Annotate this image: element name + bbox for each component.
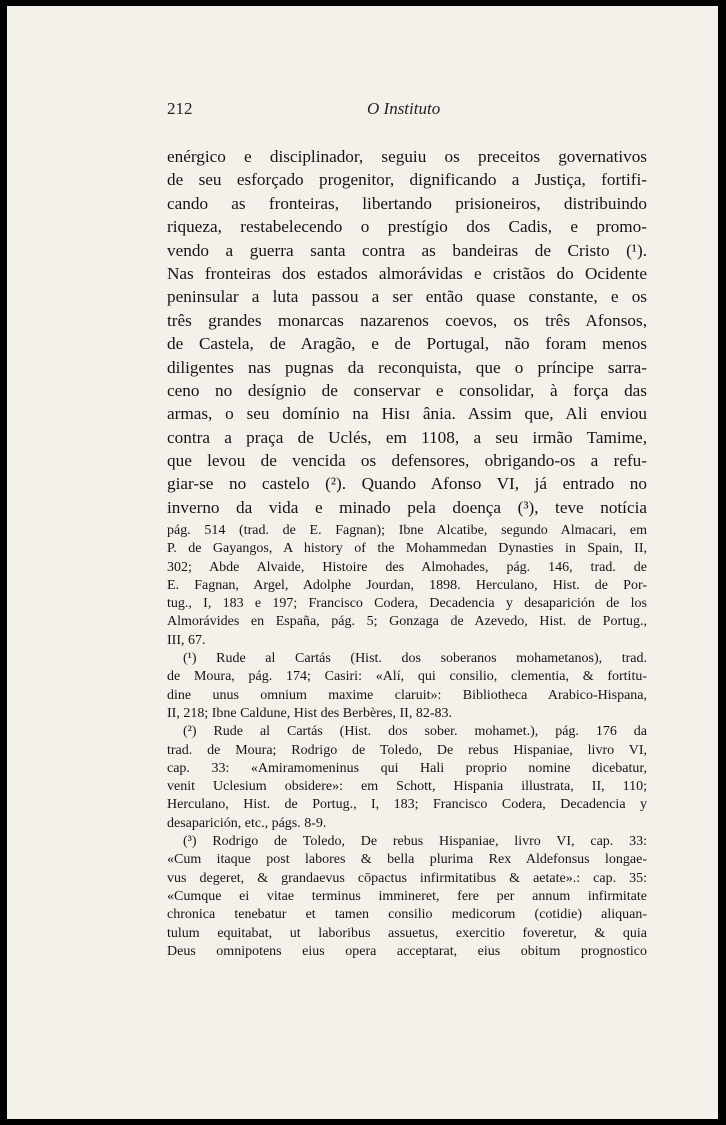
body-line: enérgico e disciplinador, seguiu os preceitos governativos [167, 147, 647, 166]
body-line: de seu esforçado progenitor, dignificando a Justiça, fortifi- [167, 170, 647, 190]
body-text [167, 145, 647, 519]
body-line: inverno da vida e minado pela doença (³), teve notícia [167, 497, 647, 517]
body-line: que levou de vencida os defensores, obrigando-os a refu- [167, 451, 647, 471]
footnote-1-start: (¹) Rude al Cartás (Hist. dos soberanos mohametanos), trad. [183, 651, 647, 667]
footnote-line: E. Fagnan, Argel, Adolphe Jourdan, 1898. Herculano, Hist. de Por- [167, 577, 647, 593]
footnote-line: chronica tenebatur et tamen consilio medicorum (cotidie) aliquan- [167, 907, 647, 923]
footnote-line: 302; Abde Alvaide, Histoire des Almohades, pág. 146, trad. de [167, 559, 647, 575]
footnote-3-start: (³) Rodrigo de Toledo, De rebus Hispaniae, livro VI, cap. 33: [183, 834, 647, 850]
body-line: contra a praça de Uclés, em 1108, a seu irmão Tamime, [167, 427, 647, 447]
footnote-line: desaparición, etc., págs. 8-9. [167, 815, 327, 831]
footnote-line: tug., I, 183 e 197; Francisco Codera, Decadencia y desaparición de los [167, 596, 647, 612]
body-line: armas, o seu domínio na Hisɪ ânia. Assim que, Ali enviou [167, 404, 647, 424]
footnotes [167, 522, 647, 961]
footnote-line: pág. 514 (trad. de E. Fagnan); Ibne Alcatibe, segundo Almacari, em [167, 523, 647, 538]
body-line: vendo a guerra santa contra as bandeiras de Cristo (¹). [167, 240, 647, 260]
body-line: riqueza, restabelecendo o prestígio dos Cadis, e promo- [167, 217, 647, 237]
footnote-line: tulum equitabat, ut laboribus assuetus, exercitio foveretur, & quia [167, 925, 647, 941]
book-page [7, 6, 718, 1119]
running-title: O Instituto [367, 99, 441, 118]
body-line: ceno no desígnio de conservar e consolidar, à força das [167, 380, 647, 400]
footnote-line: «Cum itaque post labores & bella plurima Rex Aldefonsus longae- [167, 852, 647, 868]
footnote-line: Herculano, Hist. de Portug., I, 183; Francisco Codera, Decadencia y [167, 797, 647, 813]
footnote-line: cap. 33: «Amiramomeninus qui Hali proprio nomine dicebatur, [167, 760, 647, 776]
body-line: diligentes nas pugnas da reconquista, que o príncipe sarra- [167, 357, 647, 377]
footnote-line: trad. de Moura; Rodrigo de Toledo, De rebus Hispaniae, livro VI, [167, 742, 647, 758]
footnote-line: «Cumque ei vitae terminus immineret, fere per annum infirmitate [167, 888, 647, 904]
body-line: Nas fronteiras dos estados almorávidas e cristãos do Ocidente [167, 263, 647, 283]
footnote-line: dine unus omnium maxime claruit»: Bibliotheca Arabico-Hispana, [167, 687, 647, 703]
body-line: cando as fronteiras, libertando prisioneiros, distribuindo [167, 193, 647, 213]
footnote-2-start: (²) Rude al Cartás (Hist. dos sober. mohamet.), pág. 176 da [183, 724, 647, 740]
footnote-line: III, 67. [167, 632, 206, 648]
body-line: três grandes monarcas nazarenos coevos, os três Afonsos, [167, 310, 647, 330]
page-number: 212 [167, 99, 193, 118]
footnote-line: venit Uclesium obsidere»: em Schott, Hispania illustrata, II, 110; [167, 779, 647, 795]
footnote-line: vus degeret, & grandaevus cōpactus infirmitatibus & aetate».: cap. 35: [167, 870, 647, 886]
body-line: peninsular a luta passou a ser então quase constante, e os [167, 287, 647, 307]
footnote-line: II, 218; Ibne Caldune, Hist des Berbères, II, 82-83. [167, 705, 452, 721]
footnote-line: de Moura, pág. 174; Casiri: «Alí, qui consilio, clementia, & fortitu- [167, 669, 647, 685]
footnote-line: Almorávides en España, pág. 5; Gonzaga de Azevedo, Hist. de Portug., [167, 614, 647, 630]
footnote-line: Deus omnipotens eius opera acceptarat, eius obitum prognostico [167, 943, 647, 959]
body-line: de Castela, de Aragão, e de Portugal, não foram menos [167, 334, 647, 354]
page-header [167, 99, 567, 119]
body-line: giar-se no castelo (²). Quando Afonso VI, já entrado no [167, 474, 647, 494]
footnote-line: P. de Gayangos, A history of the Mohammedan Dynasties in Spain, II, [167, 541, 647, 557]
